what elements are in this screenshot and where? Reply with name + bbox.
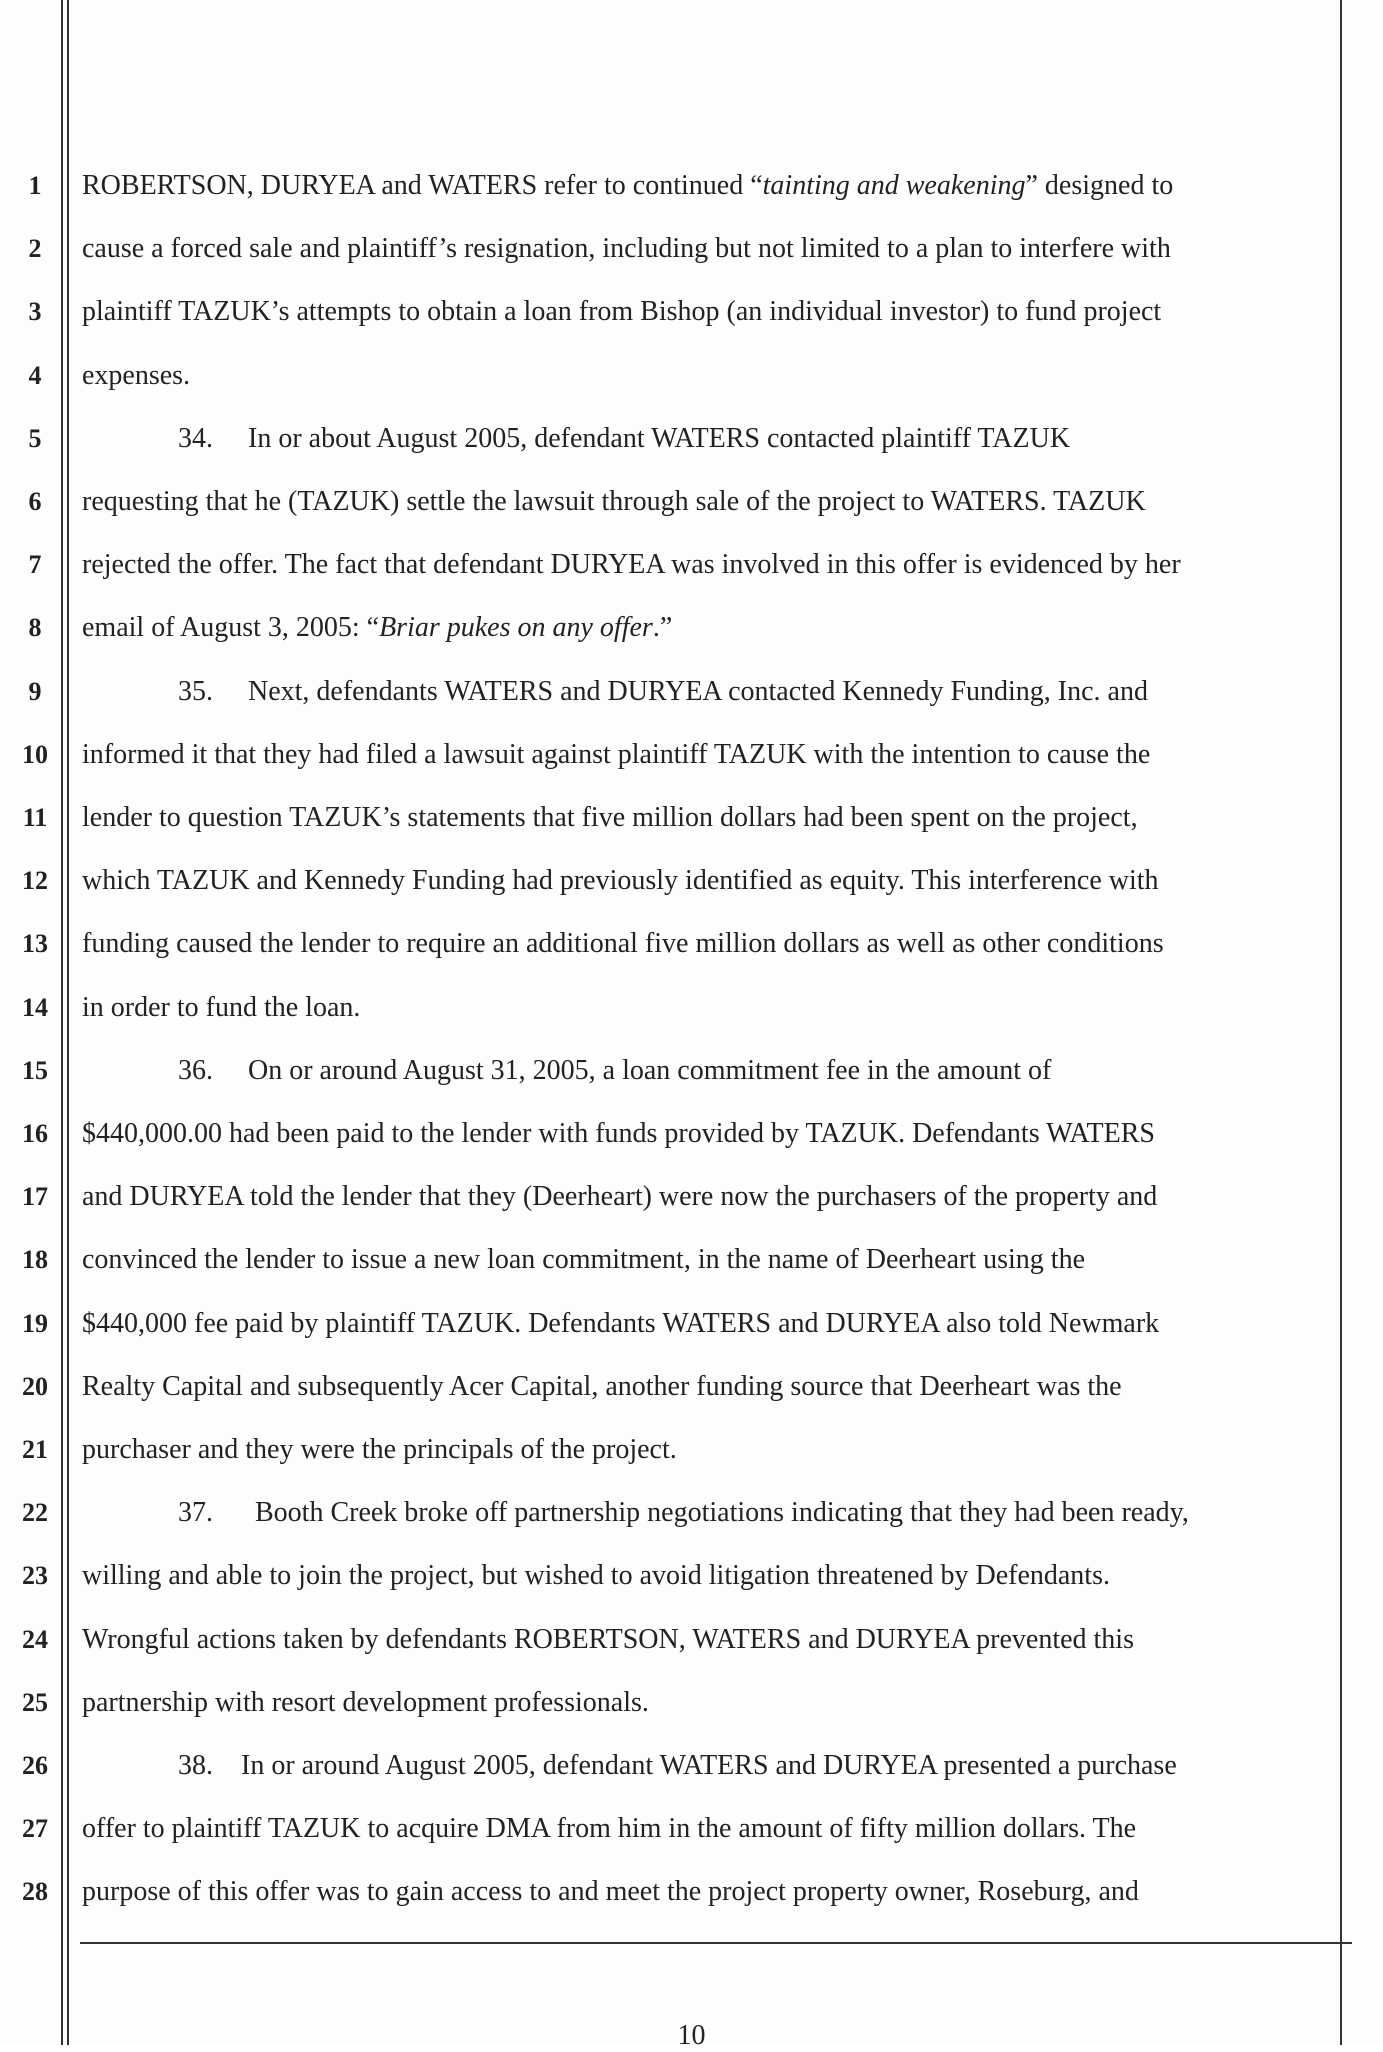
text-line bbox=[82, 926, 1340, 962]
text-segment: offer to plaintiff TAZUK to acquire DMA from him in the amount of fifty million dollars. The bbox=[82, 1813, 1137, 1845]
line-number: 18 bbox=[22, 1245, 48, 1275]
text-segment: $440,000.00 had been paid to the lender with funds provided by TAZUK. Defendants WATERS bbox=[82, 1118, 1155, 1149]
line-number: 7 bbox=[28, 550, 42, 580]
line-number: 21 bbox=[22, 1435, 48, 1464]
text-segment: lender to question TAZUK’s statements that five million dollars had been spent on the project, bbox=[82, 802, 1138, 833]
text-line bbox=[82, 1685, 1340, 1721]
text-segment: partnership with resort development professionals. bbox=[82, 1686, 649, 1718]
line-number: 22 bbox=[22, 1498, 48, 1528]
text-line bbox=[82, 1495, 1383, 1531]
text-segment: willing and able to join the project, but wished to avoid litigation threatened by Defendants. bbox=[82, 1560, 1110, 1592]
text-line bbox=[82, 674, 1383, 710]
text-segment: funding caused the lender to require an additional five million dollars as well as other conditions bbox=[82, 928, 1164, 960]
text-line bbox=[82, 1179, 1340, 1215]
text-line bbox=[82, 1558, 1340, 1594]
line-number: 24 bbox=[22, 1624, 48, 1654]
text-line bbox=[82, 484, 1340, 520]
text-line bbox=[82, 547, 1340, 583]
text-line bbox=[82, 863, 1340, 899]
line-number: 5 bbox=[28, 423, 42, 453]
text-segment: rejected the offer. The fact that defendant DURYEA was involved in this offer is evidenced by her bbox=[82, 549, 1181, 581]
line-number: 9 bbox=[28, 676, 42, 706]
text-segment: 38. In or around August 2005, defendant WATERS and DURYEA presented a purchase bbox=[178, 1750, 1177, 1781]
text-segment: ROBERTSON, DURYEA and WATERS refer to continued “ bbox=[82, 170, 763, 201]
text-line bbox=[82, 800, 1340, 836]
text-segment: cause a forced sale and plaintiff’s resignation, including but not limited to a plan to interfere with bbox=[82, 233, 1171, 265]
text-segment: 35. Next, defendants WATERS and DURYEA contacted Kennedy Funding, Inc. and bbox=[178, 675, 1148, 707]
line-number: 12 bbox=[22, 866, 48, 896]
text-segment: Wrongful actions taken by defendants ROBERTSON, WATERS and DURYEA prevented this bbox=[82, 1623, 1134, 1655]
right-margin-rule bbox=[1340, 0, 1342, 2045]
line-number: 16 bbox=[22, 1119, 48, 1148]
text-line bbox=[82, 1306, 1340, 1342]
text-line bbox=[82, 168, 1340, 204]
text-line bbox=[82, 1432, 1340, 1468]
line-number: 11 bbox=[22, 803, 48, 832]
line-number: 1 bbox=[28, 171, 42, 200]
text-line bbox=[82, 1116, 1340, 1152]
text-segment: Realty Capital and subsequently Acer Capital, another funding source that Deerheart was the bbox=[82, 1370, 1122, 1402]
text-line bbox=[82, 610, 1340, 646]
text-segment: informed it that they had filed a lawsuit against plaintiff TAZUK with the intention to cause the bbox=[82, 738, 1151, 770]
text-segment: ” designed to bbox=[1025, 170, 1174, 201]
text-segment: purpose of this offer was to gain access to and meet the project property owner, Roseburg, and bbox=[82, 1876, 1139, 1908]
text-line bbox=[82, 1874, 1340, 1910]
text-segment: .” bbox=[652, 612, 673, 644]
text-segment: and DURYEA told the lender that they (Deerheart) were now the purchasers of the property and bbox=[82, 1181, 1158, 1213]
line-number: 2 bbox=[28, 234, 42, 264]
line-number: 27 bbox=[22, 1814, 48, 1844]
text-line bbox=[82, 1748, 1383, 1784]
page-number: 10 bbox=[677, 2020, 706, 2051]
left-margin-rule-inner bbox=[67, 0, 69, 2045]
text-segment: 34. In or about August 2005, defendant WATERS contacted plaintiff TAZUK bbox=[178, 422, 1071, 454]
text-line bbox=[82, 421, 1383, 457]
text-line bbox=[82, 1369, 1340, 1405]
text-line bbox=[82, 990, 1340, 1026]
text-segment: 36. On or around August 31, 2005, a loan commitment fee in the amount of bbox=[178, 1054, 1052, 1086]
line-number: 3 bbox=[28, 297, 42, 327]
line-number: 4 bbox=[28, 360, 42, 390]
text-segment: convinced the lender to issue a new loan commitment, in the name of Deerheart using the bbox=[82, 1244, 1086, 1276]
line-number: 25 bbox=[22, 1687, 48, 1717]
text-line bbox=[82, 358, 1340, 394]
line-number: 26 bbox=[22, 1751, 48, 1780]
line-number: 23 bbox=[22, 1561, 48, 1591]
text-segment: expenses. bbox=[82, 359, 191, 391]
line-number: 13 bbox=[22, 929, 48, 959]
text-line bbox=[82, 294, 1340, 330]
line-number: 15 bbox=[22, 1055, 48, 1085]
line-number: 8 bbox=[28, 613, 42, 643]
line-number: 17 bbox=[22, 1182, 48, 1212]
line-number: 28 bbox=[22, 1877, 48, 1907]
text-segment: in order to fund the loan. bbox=[82, 991, 361, 1023]
left-margin-rule-outer bbox=[61, 0, 63, 2045]
line-number: 10 bbox=[22, 739, 48, 769]
text-line bbox=[82, 1242, 1340, 1278]
footer-rule bbox=[80, 1942, 1352, 1944]
line-number: 6 bbox=[28, 487, 42, 516]
text-segment: requesting that he (TAZUK) settle the lawsuit through sale of the project to WATERS. TAZUK bbox=[82, 486, 1146, 517]
text-line bbox=[82, 1622, 1340, 1658]
text-line bbox=[82, 231, 1340, 267]
text-segment: 37. Booth Creek broke off partnership negotiations indicating that they had been ready, bbox=[178, 1497, 1189, 1529]
line-number: 14 bbox=[22, 992, 48, 1022]
emphasized-quote: tainting and weakening bbox=[762, 170, 1026, 201]
text-segment: purchaser and they were the principals of the project. bbox=[82, 1434, 677, 1465]
line-number: 19 bbox=[22, 1308, 48, 1338]
text-segment: email of August 3, 2005: “ bbox=[82, 612, 380, 644]
text-segment: $440,000 fee paid by plaintiff TAZUK. Defendants WATERS and DURYEA also told Newmark bbox=[82, 1307, 1160, 1339]
line-number: 20 bbox=[22, 1371, 48, 1401]
text-line bbox=[82, 1811, 1340, 1847]
text-line bbox=[82, 737, 1340, 773]
text-segment: which TAZUK and Kennedy Funding had previously identified as equity. This interference with bbox=[82, 865, 1159, 897]
emphasized-quote: Briar pukes on any offer bbox=[379, 612, 653, 644]
text-line bbox=[82, 1053, 1383, 1089]
text-segment: plaintiff TAZUK’s attempts to obtain a loan from Bishop (an individual investor) to fund project bbox=[82, 296, 1162, 328]
